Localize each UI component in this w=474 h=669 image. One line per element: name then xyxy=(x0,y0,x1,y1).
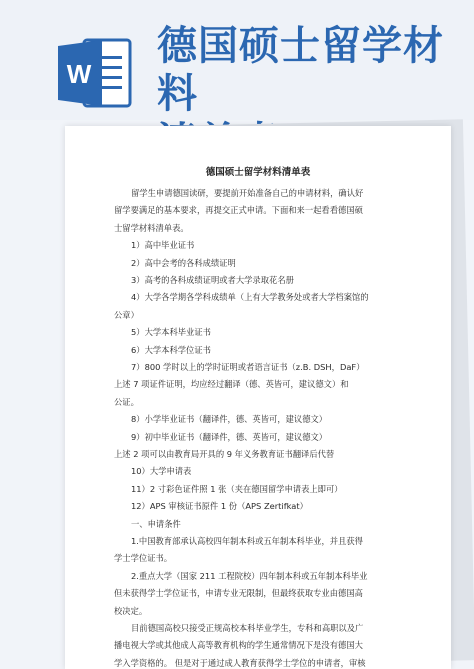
document-line: 但未获得学士学位证书，申请专业无限制，但最终获取专业由德国高 xyxy=(114,588,363,599)
document-line: 1）高中毕业证书 xyxy=(131,240,195,251)
document-line: 6）大学本科学位证书 xyxy=(131,344,211,355)
document-line: 10）大学申请表 xyxy=(131,466,192,477)
word-document-icon xyxy=(58,38,132,108)
banner xyxy=(0,0,474,120)
document-title: 德国硕士留学材料清单表 xyxy=(205,167,311,178)
document-line: 一、申请条件 xyxy=(131,518,181,529)
document-line: 3）高考的各科成绩证明或者大学录取花名册 xyxy=(131,275,294,285)
document-line: 2）高中会考的各科成绩证明 xyxy=(131,257,236,268)
document-line: 播电视大学或其他成人高等教育机构的学生通常情况下是没有德国大 xyxy=(114,640,363,651)
document-line: 11）2 寸彩色证件照 1 张（夹在德国留学申请表上即可） xyxy=(131,483,343,494)
document-line: 4）大学各学期各学科成绩单（上有大学教务处或者大学档案馆的 xyxy=(131,292,369,303)
document-line: 留学要满足的基本要求，再提交正式申请。下面和来一起看看德国硕 xyxy=(114,205,363,216)
document-line: 12）APS 审核证书原件 1 份（APS Zertifkat） xyxy=(131,501,308,512)
document-line: 士留学材料清单表。 xyxy=(114,222,189,233)
document-line: 公章） xyxy=(114,309,139,320)
document-line: 公证。 xyxy=(114,396,139,407)
document-line: 留学生申请德国读研，要提前开始准备自己的申请材料，确认好 xyxy=(131,188,364,198)
document-line: 校决定。 xyxy=(114,605,148,616)
word-logo-letter: W xyxy=(66,59,92,89)
document-line: 学士学位证书。 xyxy=(114,553,173,564)
document-line: 8）小学毕业证书（翻译件，德、英皆可，建议德文） xyxy=(131,414,328,425)
document-line: 2.重点大学（国家 211 工程院校）四年制本科或五年制本科毕业 xyxy=(131,570,368,581)
document-page xyxy=(65,126,451,669)
document-line: 7）800 学时以上的学时证明或者语言证书（z.B. DSH，DaF） xyxy=(131,362,365,372)
document-line: 1.中国教育部承认高校四年制本科或五年制本科毕业，并且获得 xyxy=(131,536,363,546)
document-line: 上述 7 项证件证明，均应经过翻译（德、英皆可，建议德文）和 xyxy=(114,379,349,390)
document-line: 5）大学本科毕业证书 xyxy=(131,327,211,338)
document-line: 上述 2 项可以由教育局开具的 9 年义务教育证书翻译后代替 xyxy=(114,449,335,459)
document-line: 9）初中毕业证书（翻译件，德、英皆可，建议德文） xyxy=(131,431,328,442)
document-line: 目前德国高校只接受正规高校本科毕业学生，专科和高职以及广 xyxy=(131,623,364,633)
banner-title-line-1: 德国硕士留学材料 xyxy=(157,22,444,117)
document-line: 学入学资格的。 但是对于通过成人教育获得学士学位的申请者，审核 xyxy=(114,657,366,668)
